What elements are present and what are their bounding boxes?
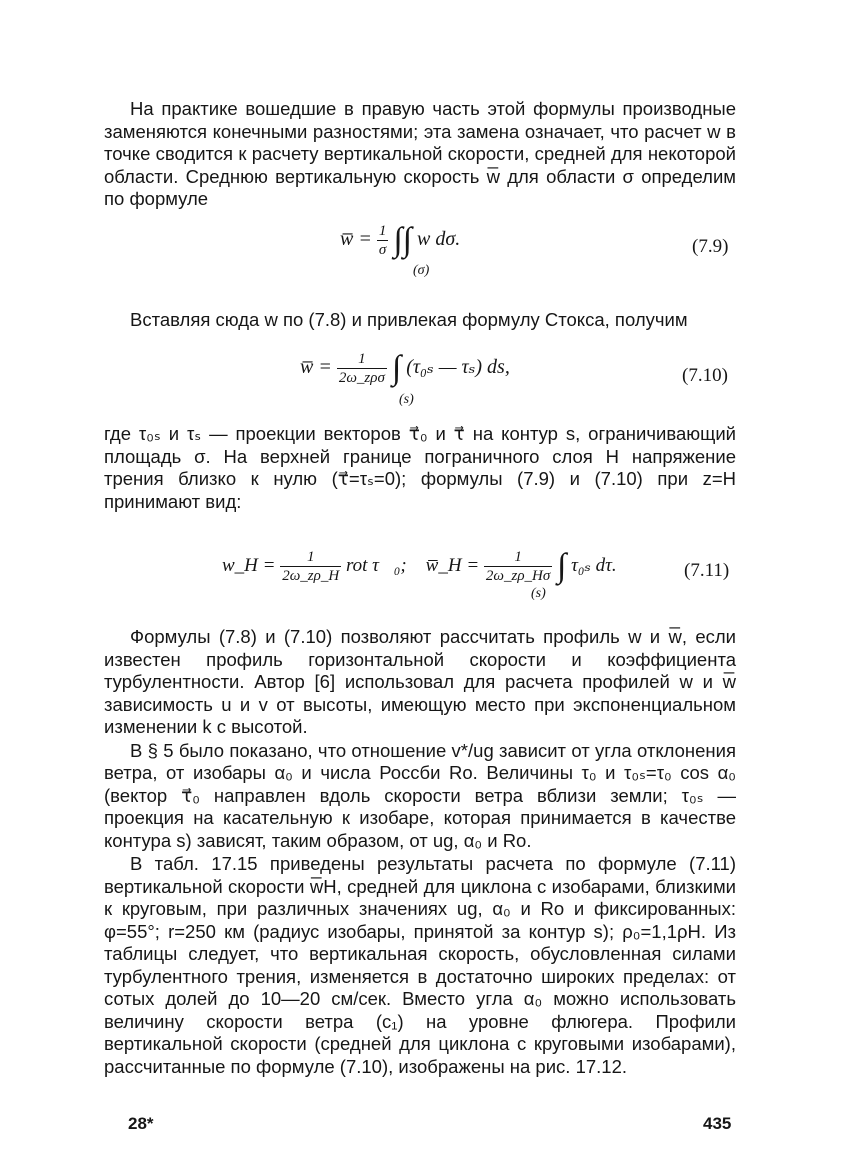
paragraph-6-text: В табл. 17.15 приведены результаты расчета по формуле (7.11) вертикальной скорости w̅H, средней для циклона с изобарами, близкими к круговым, при различных значениях ug, α₀ и Ro и фиксированных: φ=55°; r=250 км (радиус изобары, принятой за контур s); ρ₀=1,1ρH. Из таблицы следует, что вертикальная скорость, обусловленная силами турбулентного трения, изменяется в достаточно широких пределах: от сотых долей до 10—20 см/сек. Вместо угла α₀ можно использовать величину скорости ветра (c₁) на уровне флюгера. Профили вертикальной скорости (средней для циклона с круговыми изобарами), рассчитанные по формуле (7.10), изображены на рис. 17.12.	[104, 853, 736, 1077]
paragraph-2	[104, 309, 736, 332]
eq-7-10-numerator: 1	[337, 350, 387, 369]
eq-7-11-body-1: rot τ⃗₀;	[345, 554, 407, 576]
eq-7-11-lhs-2: w̅_H =	[425, 554, 480, 576]
paragraph-1	[104, 98, 736, 211]
eq-7-11-denominator-1: 2ω_zρ_H	[282, 568, 340, 584]
equation-7-9	[340, 222, 460, 259]
eq-7-11-numerator-1: 1	[280, 548, 341, 567]
eq-7-11-body-2: τ₀ₛ dτ.	[571, 554, 617, 576]
eq-7-10-number: (7.10)	[682, 365, 728, 386]
paragraph-2-text: Вставляя сюда w по (7.8) и привлекая формулу Стокса, получим	[130, 309, 688, 330]
signature-mark: 28*	[128, 1114, 154, 1133]
eq-7-9-fraction	[377, 222, 389, 259]
eq-7-9-numerator: 1	[378, 223, 387, 239]
eq-7-9-integral-sign: ∫∫	[393, 221, 412, 259]
eq-7-11-fraction-1	[280, 548, 341, 585]
eq-7-10-fraction	[337, 350, 387, 387]
paragraph-4	[104, 626, 736, 1078]
eq-7-9-body: w dσ.	[416, 228, 461, 251]
eq-7-11-lhs-1: w_H =	[222, 554, 276, 576]
paragraph-3	[104, 423, 736, 513]
eq-7-11-number: (7.11)	[684, 560, 730, 581]
eq-7-9-denominator: σ	[378, 242, 387, 258]
equation-7-11	[222, 548, 617, 585]
eq-7-11-fraction-2	[484, 548, 552, 585]
eq-7-10-body: (τ₀ₛ — τₛ) ds,	[406, 356, 510, 379]
eq-7-10-lhs: w̅ =	[300, 356, 332, 379]
paragraph-3-text: где τ₀ₛ и τₛ — проекции векторов τ⃗₀ и τ⃗ на контур s, ограничивающий площадь σ. На верхней границе пограничного слоя H напряжение трения близко к нулю (τ⃗=τₛ=0); формулы (7.9) и (7.10) при z=H принимают вид:	[104, 423, 736, 512]
eq-7-9-number: (7.9)	[692, 236, 729, 257]
paragraph-4-text: Формулы (7.8) и (7.10) позволяют рассчитать профиль w и w̅, если известен профиль горизонтальной скорости и коэффициента турбулентности. Автор [6] использовал для расчета профилей w и w̅ зависимость u и v от высоты, имеющую место при экспоненциальном изменении k с высотой.	[104, 626, 736, 737]
eq-7-11-numerator-2: 1	[484, 548, 552, 567]
equation-7-10	[300, 350, 510, 387]
eq-7-9-lhs: w̅ =	[340, 228, 372, 251]
paragraph-1-text: На практике вошедшие в правую часть этой формулы производные заменяются конечными разностями; эта замена означает, что расчет w в точке сводится к расчету вертикальной скорости, средней для некоторой области. Среднюю вертикальную скорость w̅ для области σ определим по формуле	[104, 98, 736, 209]
paragraph-5-text: В § 5 было показано, что отношение v*/ug зависит от угла отклонения ветра, от изобары α₀ и числа Россби Ro. Величины τ₀ и τ₀ₛ=τ₀ cos α₀ (вектор τ⃗₀ направлен вдоль скорости ветра вблизи земли; τ₀ₛ — проекция на касательную к изобаре, которая принимается в качестве контура s) зависят, таким образом, от ug, α₀ и Ro.	[104, 739, 736, 851]
eq-7-10-integral-sign: ∫	[391, 349, 402, 387]
eq-7-10-domain: (s)	[399, 392, 414, 407]
eq-7-11-domain: (s)	[531, 586, 546, 601]
eq-7-10-denominator: 2ω_zρσ	[338, 370, 385, 386]
page-number: 435	[703, 1114, 732, 1133]
eq-7-11-denominator-2: 2ω_zρ_Hσ	[485, 568, 551, 584]
eq-7-11-integral-sign: ∫	[557, 547, 567, 585]
eq-7-9-domain: (σ)	[413, 263, 430, 278]
